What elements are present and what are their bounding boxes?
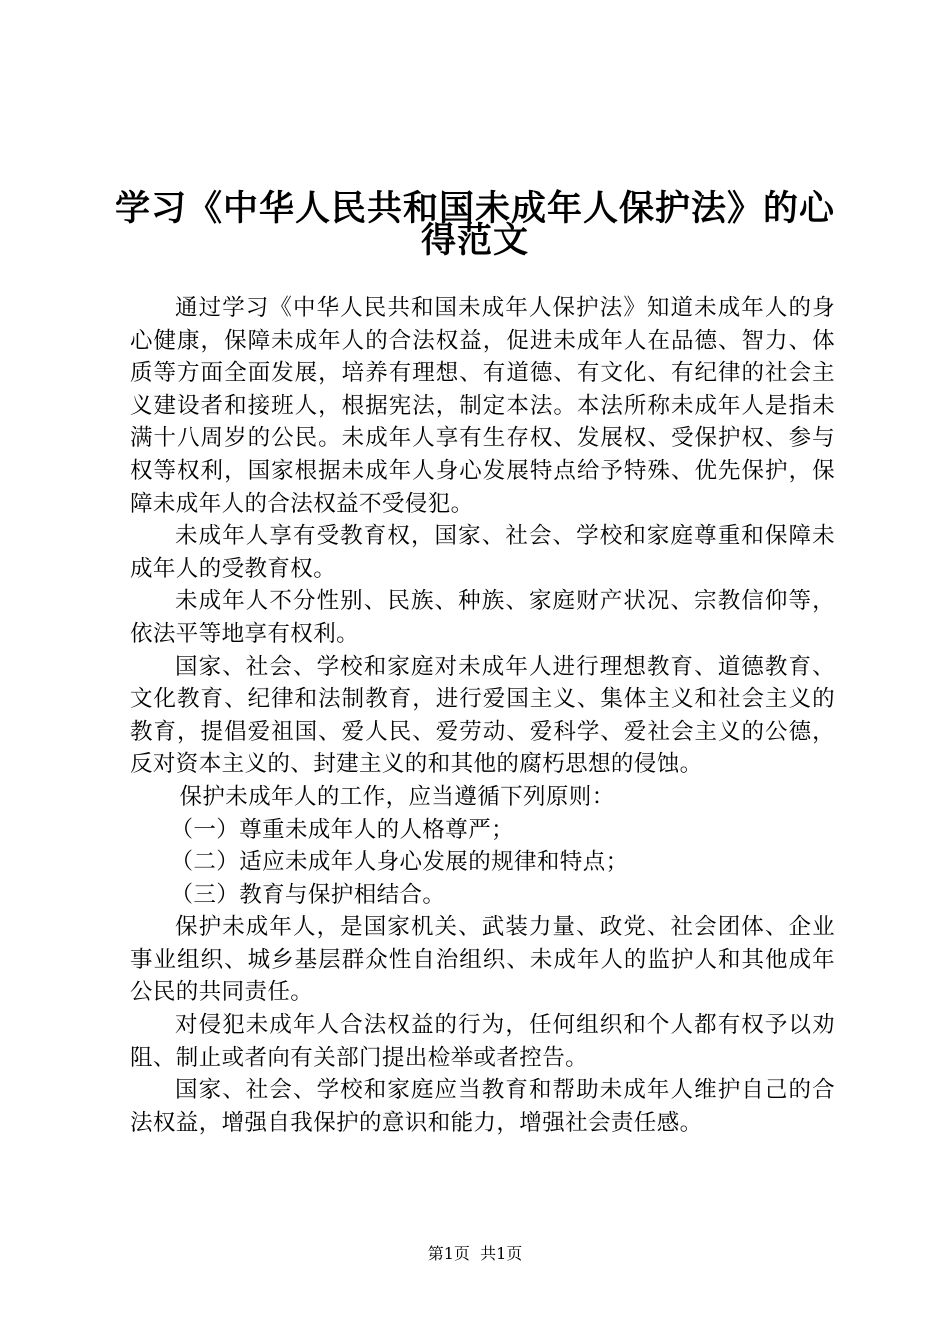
paragraph-self-protection: 国家、社会、学校和家庭应当教育和帮助未成年人维护自己的合法权益，增强自我保护的意识和能力，增强社会责任感。: [130, 1077, 835, 1136]
page-footer: 第1页 共1页: [427, 1244, 523, 1263]
paragraph-shared-responsibility: 保护未成年人，是国家机关、武装力量、政党、社会团体、企业事业组织、城乡基层群众性自治组织、未成年人的监护人和其他成年公民的共同责任。: [130, 914, 835, 1006]
paragraph-principles-lead: 保护未成年人的工作，应当遵循下列原则：: [179, 783, 615, 810]
document-title-line-2: 得范文: [420, 221, 529, 261]
paragraph-education-right: 未成年人享有受教育权，国家、社会、学校和家庭尊重和保障未成年人的受教育权。: [130, 523, 835, 582]
document-body: [130, 292, 835, 1139]
principle-item-2: （二）适应未成年人身心发展的规律和特点；: [170, 849, 629, 876]
document-title-line-1: 学习《中华人民共和国未成年人保护法》的心: [114, 189, 835, 229]
principle-item-3: （三）教育与保护相结合。: [170, 881, 446, 908]
paragraph-intro: 通过学习《中华人民共和国未成年人保护法》知道未成年人的身心健康，保障未成年人的合法权益，促进未成年人在品德、智力、体质等方面全面发展，培养有理想、有道德、有文化、有纪律的社会主义建设者和接班人，根据宪法，制定本法。本法所称未成年人是指未满十八周岁的公民。未成年人享有生存权、发展权、受保护权、参与权等权利，国家根据未成年人身心发展特点给予特殊、优先保护，保障未成年人的合法权益不受侵犯。: [130, 295, 835, 517]
paragraph-right-to-intervene: 对侵犯未成年人合法权益的行为，任何组织和个人都有权予以劝阻、制止或者向有关部门提出检举或者控告。: [130, 1012, 835, 1071]
paragraph-equality: 未成年人不分性别、民族、种族、家庭财产状况、宗教信仰等，依法平等地享有权利。: [130, 588, 835, 647]
principle-item-1: （一）尊重未成年人的人格尊严；: [170, 816, 515, 843]
paragraph-moral-education: 国家、社会、学校和家庭对未成年人进行理想教育、道德教育、文化教育、纪律和法制教育，进行爱国主义、集体主义和社会主义的教育，提倡爱祖国、爱人民、爱劳动、爱科学、爱社会主义的公德，反对资本主义的、封建主义的和其他的腐朽思想的侵蚀。: [130, 653, 835, 778]
